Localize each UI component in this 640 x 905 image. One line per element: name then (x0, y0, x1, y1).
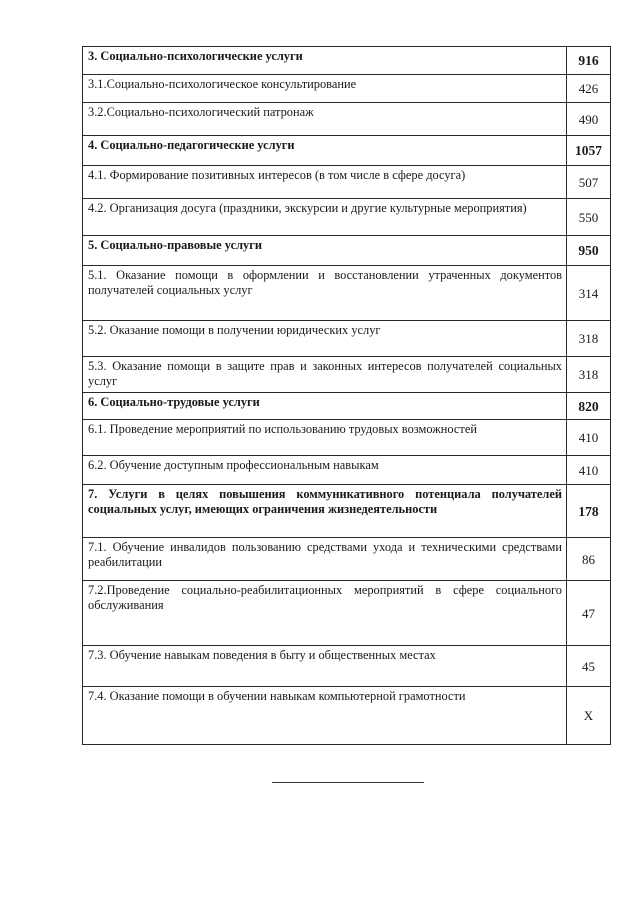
row-name: 6.2. Обучение доступным профессиональным навыкам (83, 456, 567, 485)
row-value: 1057 (567, 136, 611, 166)
row-value: 47 (567, 581, 611, 646)
row-name: 3.2.Социально-психологический патронаж (83, 103, 567, 136)
table-row (83, 236, 611, 266)
row-name: 3. Социально-психологические услуги (83, 47, 567, 75)
table-row (83, 136, 611, 166)
row-value: 318 (567, 357, 611, 393)
table-row (83, 393, 611, 420)
table-row (83, 266, 611, 321)
table-row (83, 321, 611, 357)
table-row (83, 581, 611, 646)
row-value: 86 (567, 538, 611, 581)
row-value: Х (567, 687, 611, 745)
table-row (83, 199, 611, 236)
row-value: 314 (567, 266, 611, 321)
row-name: 5. Социально-правовые услуги (83, 236, 567, 266)
row-name: 7.2.Проведение социально-реабилитационных мероприятий в сфере социального обслуживания (83, 581, 567, 646)
table-row (83, 687, 611, 745)
table-row (83, 166, 611, 199)
row-name: 5.3. Оказание помощи в защите прав и законных интересов получателей социальных услуг (83, 357, 567, 393)
row-name: 7. Услуги в целях повышения коммуникативного потенциала получателей социальных услуг, имеющих ограничения жизнедеятельности (83, 485, 567, 538)
row-name: 6. Социально-трудовые услуги (83, 393, 567, 420)
row-value: 318 (567, 321, 611, 357)
row-name: 5.2. Оказание помощи в получении юридических услуг (83, 321, 567, 357)
footer-divider (272, 782, 424, 783)
row-value: 490 (567, 103, 611, 136)
row-value: 178 (567, 485, 611, 538)
row-name: 6.1. Проведение мероприятий по использованию трудовых возможностей (83, 420, 567, 456)
row-name: 7.3. Обучение навыкам поведения в быту и общественных местах (83, 646, 567, 687)
row-value: 45 (567, 646, 611, 687)
row-value: 950 (567, 236, 611, 266)
table-row (83, 456, 611, 485)
row-value: 550 (567, 199, 611, 236)
table-row (83, 47, 611, 75)
table-row (83, 646, 611, 687)
table-row (83, 357, 611, 393)
row-value: 507 (567, 166, 611, 199)
row-value: 916 (567, 47, 611, 75)
row-value: 410 (567, 420, 611, 456)
row-name: 4.1. Формирование позитивных интересов (в том числе в сфере досуга) (83, 166, 567, 199)
row-value: 426 (567, 75, 611, 103)
row-name: 3.1.Социально-психологическое консультирование (83, 75, 567, 103)
table-row (83, 75, 611, 103)
row-name: 7.4. Оказание помощи в обучении навыкам компьютерной грамотности (83, 687, 567, 745)
table-row (83, 485, 611, 538)
row-name: 4.2. Организация досуга (праздники, экскурсии и другие культурные мероприятия) (83, 199, 567, 236)
services-table (82, 46, 611, 745)
row-value: 410 (567, 456, 611, 485)
row-value: 820 (567, 393, 611, 420)
row-name: 5.1. Оказание помощи в оформлении и восстановлении утраченных документов получателей социальных услуг (83, 266, 567, 321)
table-row (83, 420, 611, 456)
table-row (83, 538, 611, 581)
row-name: 7.1. Обучение инвалидов пользованию средствами ухода и техническими средствами реабилитации (83, 538, 567, 581)
table-row (83, 103, 611, 136)
row-name: 4. Социально-педагогические услуги (83, 136, 567, 166)
